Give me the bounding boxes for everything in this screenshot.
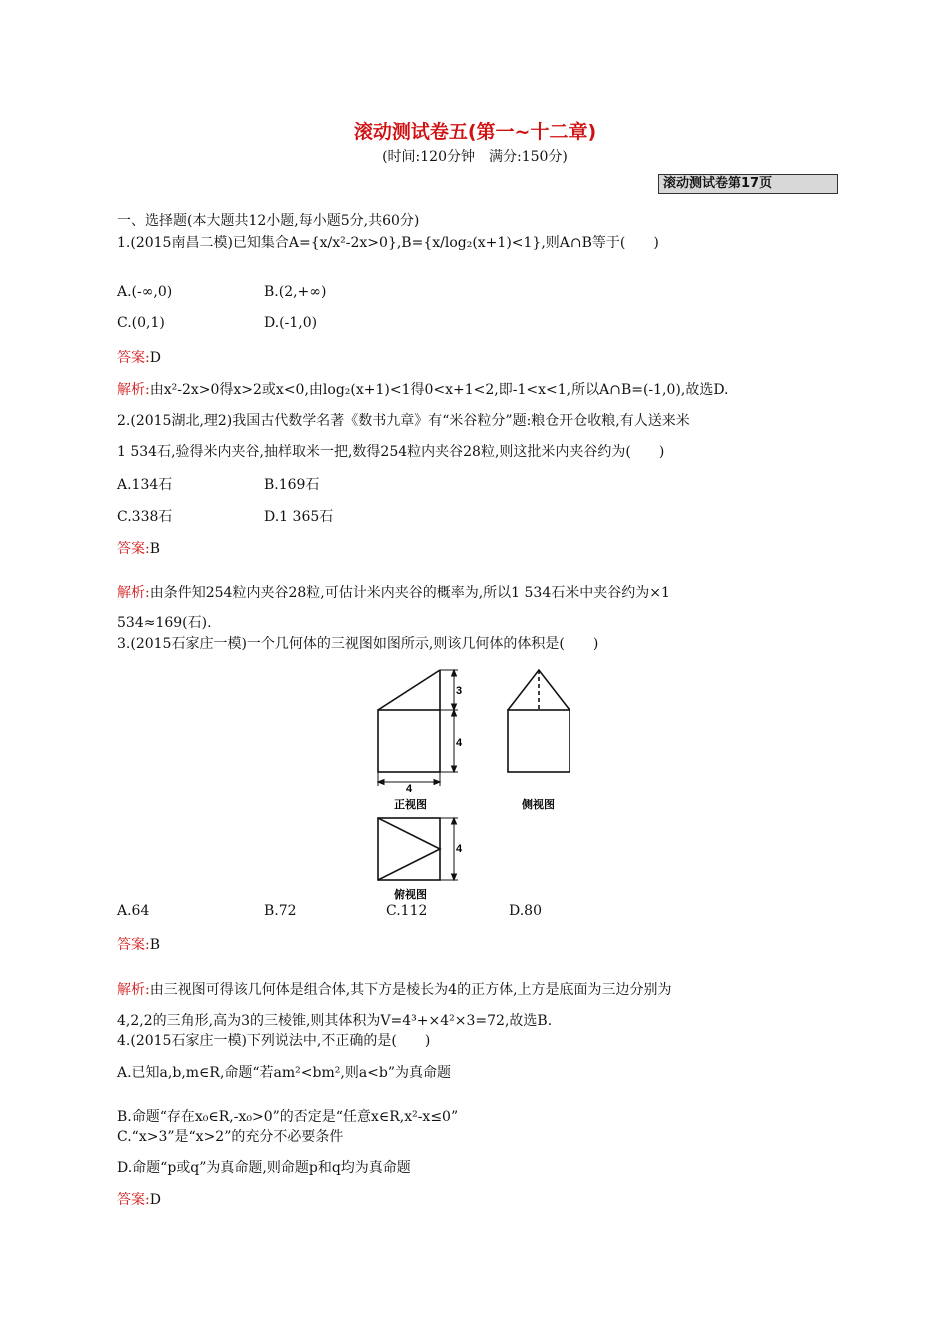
- front-view: [378, 670, 440, 772]
- answer-label: 答案:: [117, 1192, 150, 1208]
- dimension-3-label: 3: [456, 685, 463, 697]
- q2-option-c: C.338石: [117, 509, 173, 525]
- q1-stem: 1.(2015南昌二模)已知集合A={x/x²-2x>0},B={x/log₂(x+1)<1},则A∩B等于( ): [117, 235, 659, 251]
- q3-option-b: B.72: [264, 903, 297, 919]
- page-title: 滚动测试卷五(第一~十二章): [353, 121, 597, 143]
- analysis-label: 解析:: [117, 982, 150, 998]
- q1-analysis: [117, 379, 729, 399]
- answer-value: B: [149, 541, 161, 557]
- q4-option-b: B.命题“存在x₀∈R,-x₀>0”的否定是“任意x∈R,x²-x≤0”: [117, 1109, 459, 1125]
- side-view-label: 侧视图: [522, 798, 555, 811]
- q2-stem-line2: 1 534石,验得米内夹谷,抽样取米一把,数得254粒内夹谷28粒,则这批米内夹谷约为( ): [117, 444, 665, 460]
- answer-value: B: [149, 937, 161, 953]
- dimension-4-label: 4: [456, 737, 463, 749]
- q4-answer: [117, 1189, 161, 1209]
- q4-option-a: A.已知a,b,m∈R,命题“若am²<bm²,则a<b”为真命题: [117, 1065, 452, 1081]
- section-heading: 一、选择题(本大题共12小题,每小题5分,共60分): [117, 213, 420, 229]
- analysis-label: 解析:: [117, 382, 150, 398]
- q2-option-a: A.134石: [117, 477, 173, 493]
- answer-value: D: [149, 1192, 161, 1208]
- analysis-text: 由三视图可得该几何体是组合体,其下方是棱长为4的正方体,上方是底面为三边分别为: [149, 982, 672, 998]
- q3-analysis-line1: [117, 979, 672, 999]
- side-view: [508, 670, 570, 772]
- q2-option-d: D.1 365石: [264, 509, 334, 525]
- analysis-text: 由x²-2x>0得x>2或x<0,由log₂(x+1)<1得0<x+1<2,即-1<x<1,所以A∩B=(-1,0),故选D.: [149, 382, 729, 398]
- q1-option-a: A.(-∞,0): [117, 284, 173, 300]
- q4-option-d: D.命题“p或q”为真命题,则命题p和q均为真命题: [117, 1160, 411, 1176]
- q1-option-c: C.(0,1): [117, 315, 165, 331]
- q2-analysis-line1: [117, 582, 670, 602]
- q1-option-b: B.(2,+∞): [264, 284, 327, 300]
- q3-option-a: A.64: [117, 903, 150, 919]
- exam-time-info: (时间:120分钟 满分:150分): [382, 149, 568, 165]
- q2-answer: [117, 538, 160, 558]
- q3-answer: [117, 934, 160, 954]
- q3-option-c: C.112: [386, 903, 428, 919]
- answer-label: 答案:: [117, 541, 150, 557]
- analysis-text: 由条件知254粒内夹谷28粒,可估计米内夹谷的概率为,所以1 534石米中夹谷约为×1: [149, 585, 670, 601]
- q2-analysis-line2: 534≈169(石).: [117, 615, 212, 631]
- dimension-4-label: 4: [406, 783, 413, 795]
- q2-option-b: B.169石: [264, 477, 320, 493]
- answer-label: 答案:: [117, 937, 150, 953]
- three-view-diagram: [370, 668, 570, 904]
- front-view-label: 正视图: [394, 798, 427, 811]
- dimension-4-label: 4: [456, 843, 463, 855]
- top-view: [378, 818, 440, 880]
- analysis-label: 解析:: [117, 585, 150, 601]
- q1-option-d: D.(-1,0): [264, 315, 318, 331]
- page-tag: 滚动测试卷第17页: [658, 174, 838, 194]
- q3-analysis-line2: 4,2,2的三角形,高为3的三棱锥,则其体积为V=4³+×4²×3=72,故选B.: [117, 1013, 553, 1029]
- q4-stem: 4.(2015石家庄一模)下列说法中,不正确的是( ): [117, 1033, 431, 1049]
- top-view-label: 俯视图: [394, 888, 427, 901]
- q2-stem-line1: 2.(2015湖北,理2)我国古代数学名著《数书九章》有“米谷粒分”题:粮仓开仓收粮,有人送来米: [117, 413, 690, 429]
- answer-label: 答案:: [117, 350, 150, 366]
- q4-option-c: C.“x>3”是“x>2”的充分不必要条件: [117, 1129, 344, 1145]
- q3-stem: 3.(2015石家庄一模)一个几何体的三视图如图所示,则该几何体的体积是( ): [117, 636, 599, 652]
- q1-answer: [117, 347, 161, 367]
- front-view-dimensions: [378, 670, 458, 786]
- answer-value: D: [149, 350, 161, 366]
- q3-option-d: D.80: [509, 903, 542, 919]
